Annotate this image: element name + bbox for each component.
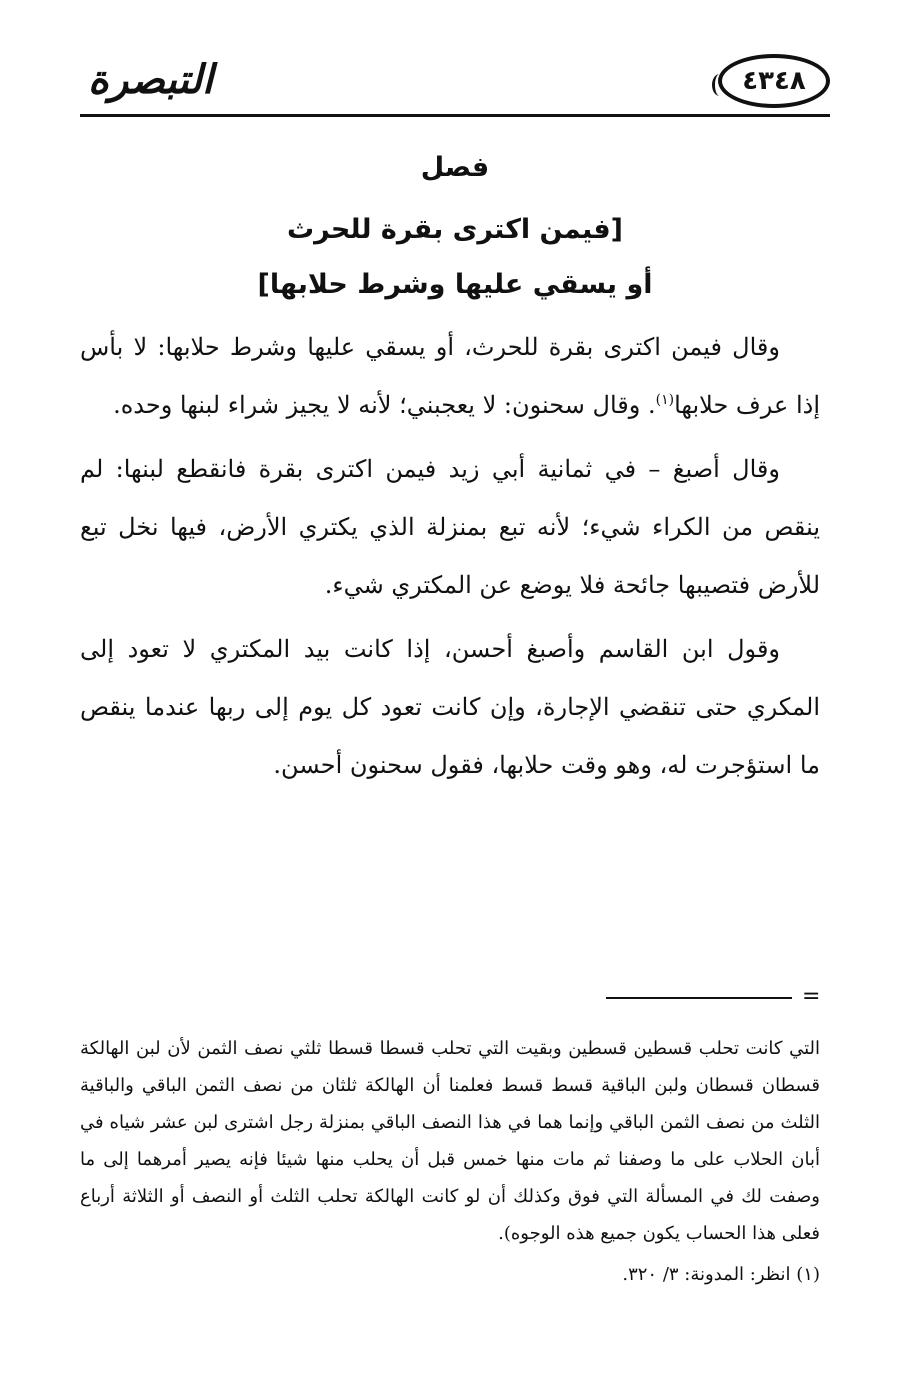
footnotes xyxy=(80,1030,820,1293)
paragraph-1 xyxy=(80,318,820,434)
footnote-separator xyxy=(606,997,792,999)
footnote-reference-1[interactable]: (١) xyxy=(655,392,675,408)
footnote-continuation: التي كانت تحلب قسطين قسطين وبقيت التي تحلب قسطا قسطا ثلثي نصف الثمن لأن لبن الهالكة قسطان قسطان ولبن الباقية قسط قسط فعلمنا أن الهالكة ثلثان من نصف الثمن الباقي والباقية الثلث من نصف الثمن الباقي وإنما هما في هذا النصف الباقي بمنزلة رجل اشترى لبن عشر شياه في أبان الحلاب على ما وصفنا ثم مات منها خمس قبل أن يحلب منها شيئا فإنه يصير أمرهما إلى ما وصفت لك في المسألة التي فوق وكذلك أن لو كانت الهالكة تحلب الثلث أو النصف أو الثلاثة أرباع فعلى هذا الحساب يكون جميع هذه الوجوه). xyxy=(80,1038,820,1244)
section-subtitle-line-1: [فيمن اكترى بقرة للحرث xyxy=(286,214,623,245)
paragraph-3: وقول ابن القاسم وأصبغ أحسن، إذا كانت بيد المكتري لا تعود إلى المكري حتى تنقضي الإجارة، وإن كانت تعود كل يوم إلى ربها عندما ينقص ما استؤجرت له، وهو وقت حلابها، فقول سحنون أحسن. xyxy=(80,635,820,779)
paragraph-2: وقال أصبغ – في ثمانية أبي زيد فيمن اكترى بقرة فانقطع لبنها: لم ينقص من الكراء شيء؛ لأنه تبع بمنزلة الذي يكتري الأرض، فيها نخل تبع للأرض فتصيبها جائحة فلا يوضع عن المكتري شيء. xyxy=(80,455,820,599)
page-number: ٤٣٤٨ xyxy=(742,66,806,96)
header-rule xyxy=(80,114,830,117)
section-heading: فصل xyxy=(420,152,490,183)
paragraph-1-part-a: وقال فيمن اكترى بقرة للحرث، أو يسقي عليها وشرط حلابها: لا بأس إذا عرف حلابها xyxy=(80,333,820,419)
page-number-badge xyxy=(718,54,830,108)
footnote-1: (١) انظر: المدونة: ٣/ ٣٢٠. xyxy=(622,1264,820,1285)
body-text xyxy=(80,318,820,800)
section-subtitle-line-2: أو يسقي عليها وشرط حلابها] xyxy=(257,269,653,300)
paragraph-1-part-b: . وقال سحنون: لا يعجبني؛ لأنه لا يجيز شراء لبنها وحده. xyxy=(113,391,656,419)
footnote-continuation-mark: = xyxy=(802,984,821,1009)
page-header xyxy=(80,48,830,118)
running-title: التبصرة xyxy=(88,56,214,103)
